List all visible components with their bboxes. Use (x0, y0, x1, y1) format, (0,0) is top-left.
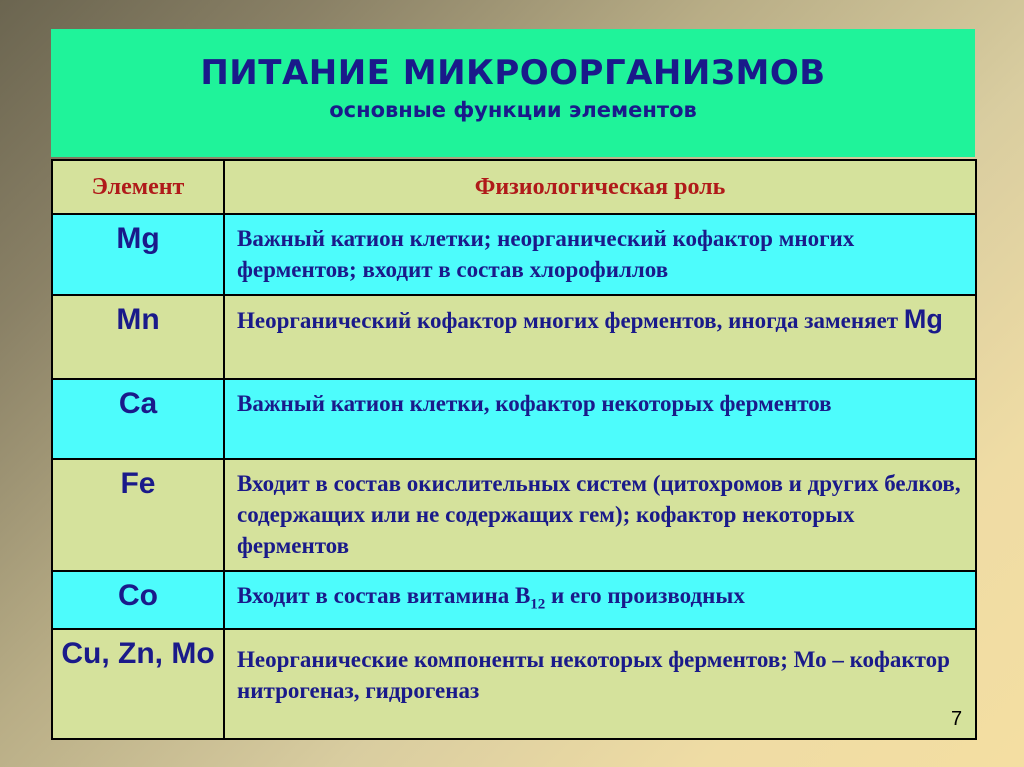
table-row (52, 214, 976, 295)
role-text: Неорганический кофактор многих ферментов, иногда заменяет (237, 308, 904, 333)
element-cell: Fe (52, 459, 224, 571)
elements-table (51, 159, 977, 740)
role-cell: Входит в состав окислительных систем (цитохромов и других белков, содержащих или не содержащих гем); кофактор некоторых ферментов (224, 459, 976, 571)
role-cell (224, 571, 976, 629)
element-cell: Mg (52, 214, 224, 295)
table-row (52, 571, 976, 629)
header-element: Элемент (52, 160, 224, 214)
element-cell: Co (52, 571, 224, 629)
role-cell: Важный катион клетки, кофактор некоторых ферментов (224, 379, 976, 459)
elements-table-wrap (51, 159, 977, 740)
role-symbol: Mg (903, 304, 943, 334)
element-cell: Mn (52, 295, 224, 379)
slide-subtitle: основные функции элементов (329, 98, 697, 122)
header-role: Физиологическая роль (224, 160, 976, 214)
table-row (52, 295, 976, 379)
table-header-row (52, 160, 976, 214)
role-text: Входит в состав витамина В (237, 583, 531, 608)
role-cell: Важный катион клетки; неорганический кофактор многих ферментов; входит в состав хлорофиллов (224, 214, 976, 295)
role-cell: Неорганические компоненты некоторых ферментов; Мо – кофактор нитрогеназ, гидрогеназ (224, 629, 976, 739)
table-row (52, 379, 976, 459)
table-row (52, 629, 976, 739)
element-cell: Ca (52, 379, 224, 459)
page-number: 7 (951, 708, 963, 730)
slide-header (51, 29, 975, 157)
role-text-suffix: и его производных (545, 583, 745, 608)
role-subscript: 12 (530, 596, 546, 613)
role-cell (224, 295, 976, 379)
slide-title: ПИТАНИЕ МИКРООРГАНИЗМОВ (200, 53, 826, 93)
element-cell: Cu, Zn, Mo (52, 629, 224, 739)
table-row (52, 459, 976, 571)
